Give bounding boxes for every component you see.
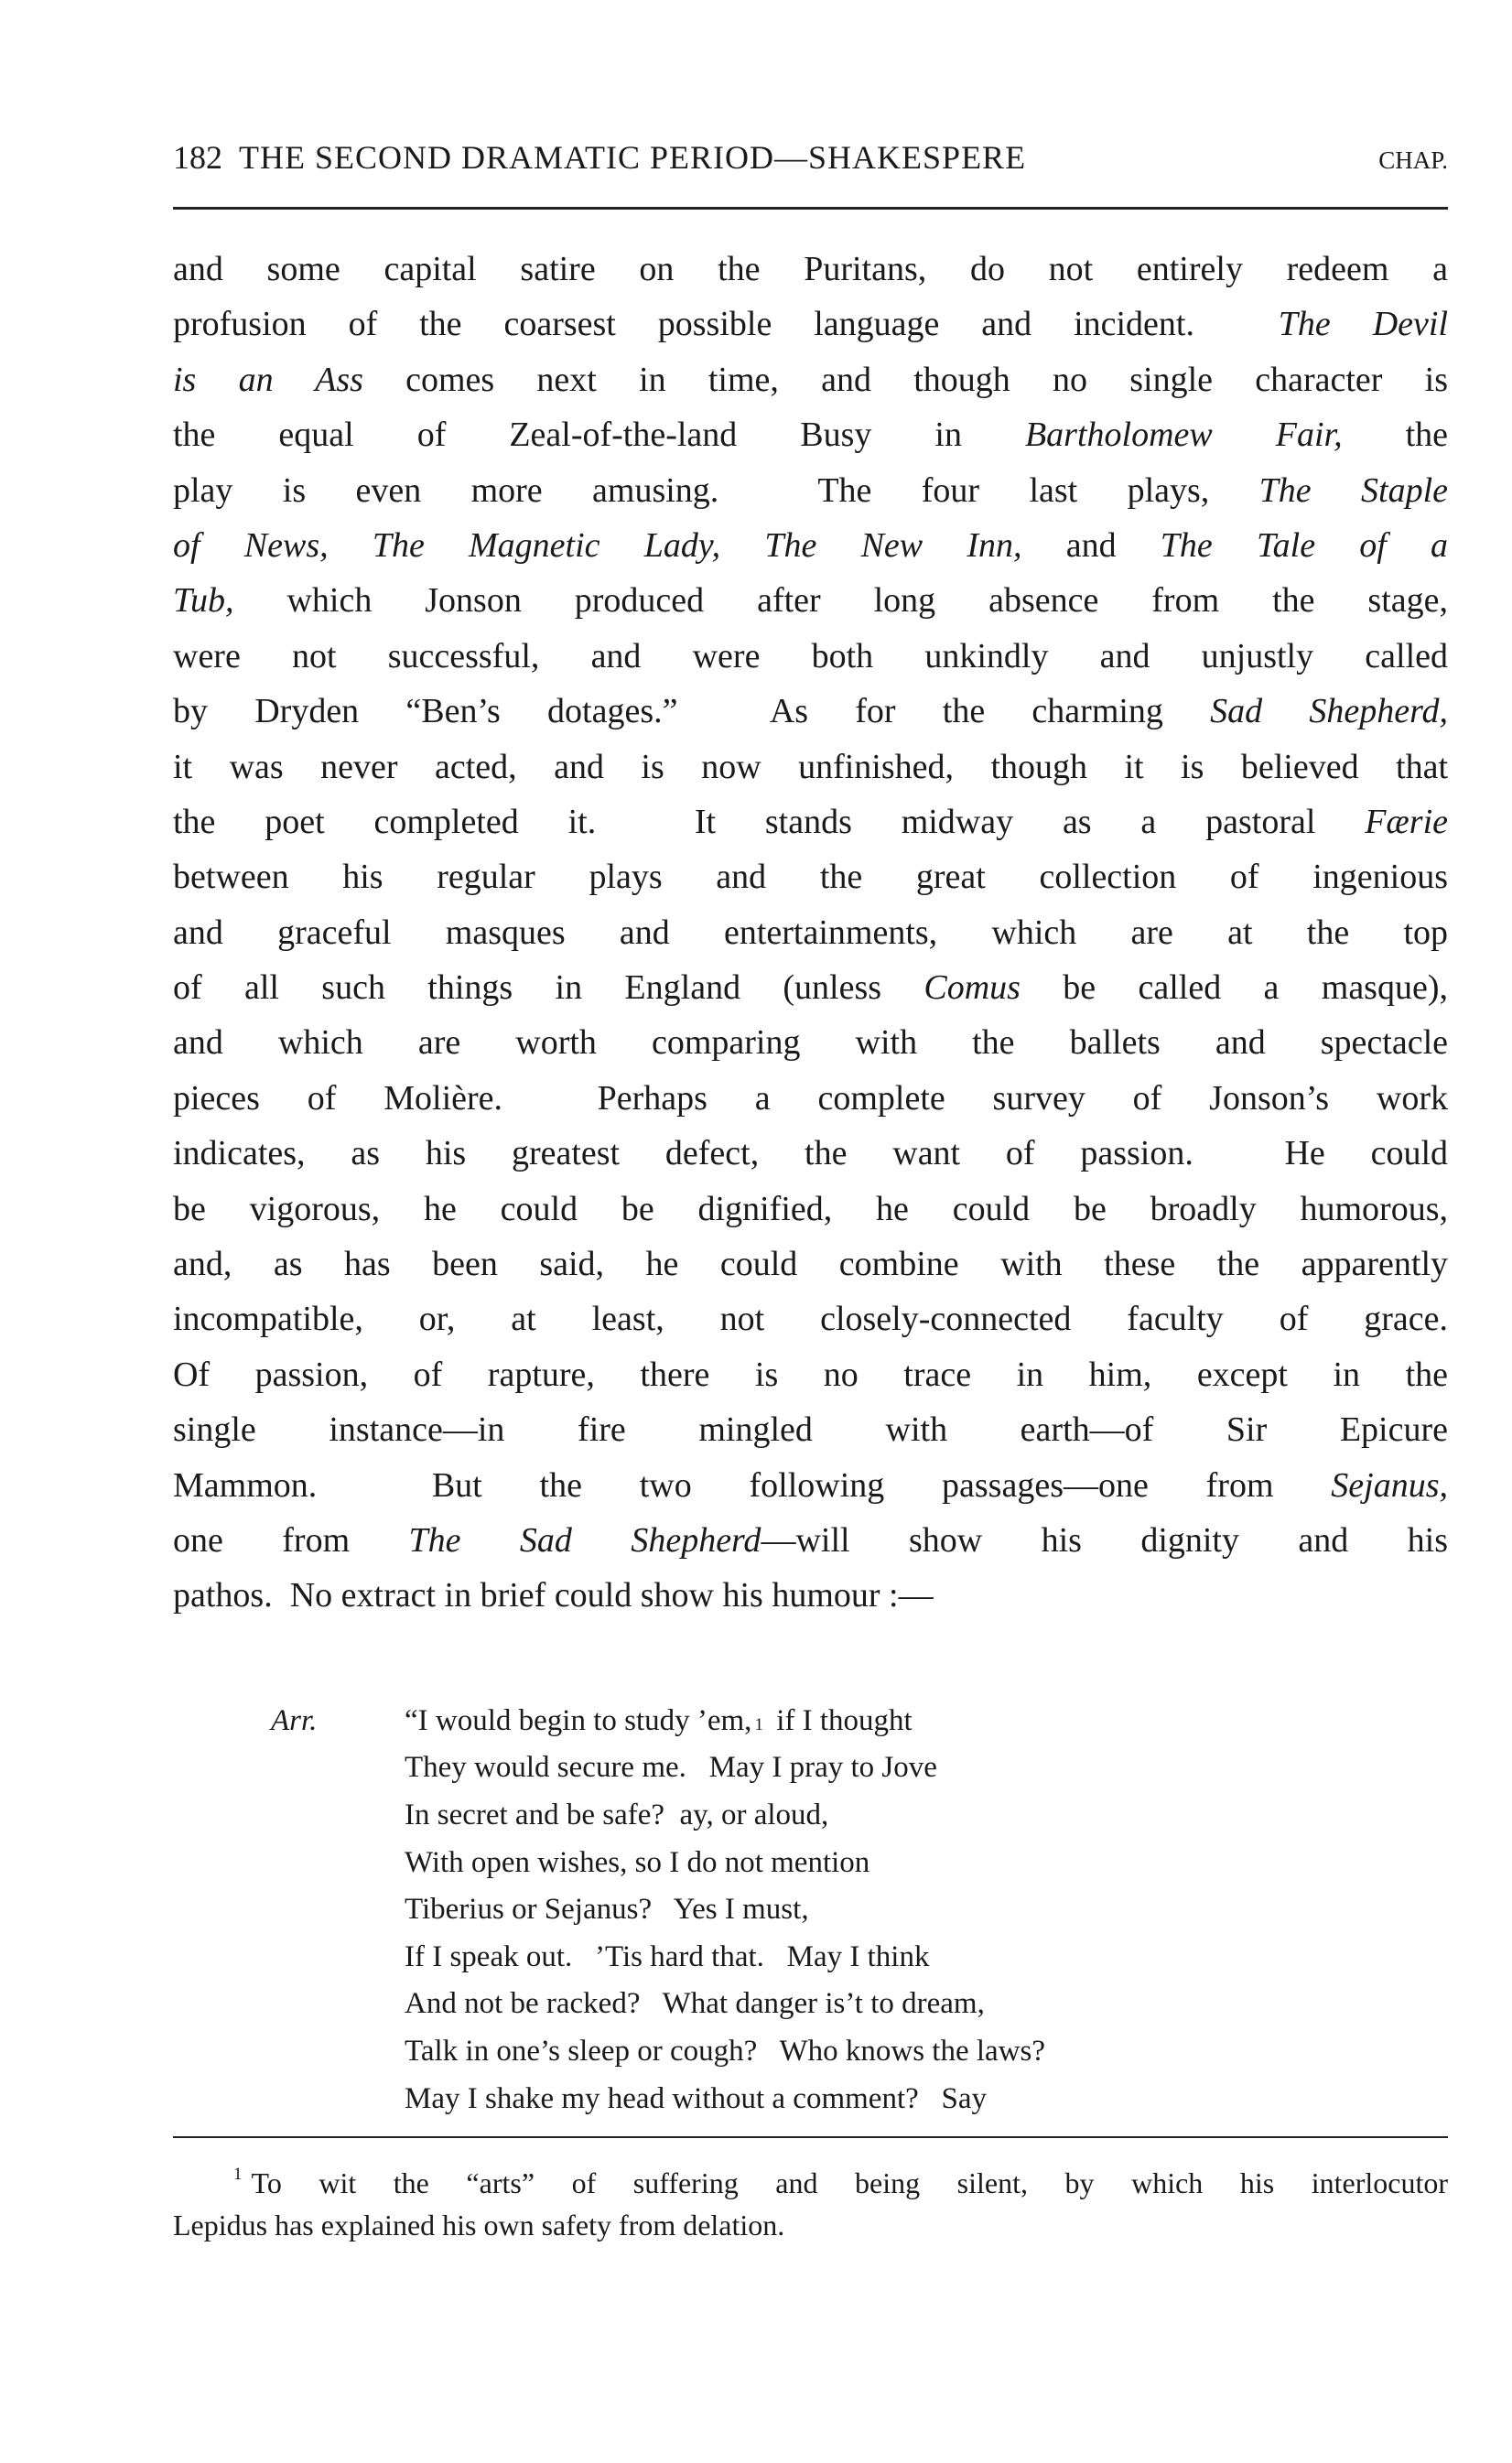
verse-line: With open wishes, so I do not mention — [405, 1845, 870, 1879]
text-line — [173, 1402, 1448, 1457]
text-segment: and some capital satire on the Puritans, do not entirely redeem a — [173, 250, 1448, 288]
verse-text: if I thought — [768, 1703, 913, 1737]
text-line — [173, 1458, 1448, 1513]
text-segment: indicates, as his greatest defect, the want of passion. He could — [173, 1134, 1448, 1173]
text-segment: incompatible, or, at least, not closely-connected faculty of grace. — [173, 1300, 1448, 1339]
footnote — [173, 2162, 1448, 2246]
speaker-label: Arr. — [271, 1703, 318, 1737]
text-segment: the equal of Zeal-of-the-land Busy in — [173, 416, 1025, 455]
text-line — [173, 463, 1448, 518]
verse-line: Tiberius or Sejanus? Yes I must, — [405, 1893, 809, 1927]
text-line — [173, 1568, 1448, 1623]
text-segment: profusion of the coarsest possible language and incident. — [173, 305, 1279, 344]
text-segment: one from — [173, 1520, 409, 1560]
text-segment: Mammon. But the two following passages—one from — [173, 1465, 1332, 1505]
footnote-line: Lepidus has explained his own safety from delation. — [173, 2209, 785, 2242]
text-segment: comes next in time, and though no single character is — [362, 360, 1448, 399]
verse-line — [271, 1698, 1448, 1745]
text-line — [173, 1071, 1448, 1126]
text-line — [173, 1182, 1448, 1237]
text-line — [173, 905, 1448, 960]
text-line — [173, 1126, 1448, 1181]
text-segment: of all such things in England (unless — [173, 968, 924, 1008]
text-line — [173, 407, 1448, 462]
italic-title: The Sad Shepherd — [408, 1520, 761, 1560]
italic-title: Bartholomew Fair, — [1024, 416, 1343, 455]
text-line — [173, 1347, 1448, 1402]
text-segment: which Jonson produced after long absence from the stage, — [233, 581, 1448, 621]
running-header — [173, 135, 1448, 179]
text-segment: and, as has been said, he could combine with these the apparently — [173, 1245, 1448, 1284]
text-line — [173, 518, 1448, 573]
italic-title: Færie — [1365, 802, 1448, 841]
verse-line: In secret and be safe? ay, or aloud, — [405, 1798, 829, 1831]
text-segment — [720, 526, 764, 565]
italic-title: The Tale of a — [1160, 525, 1449, 565]
italic-title: Tub, — [173, 581, 234, 621]
verse-line: If I speak out. ’Tis hard that. May I think — [405, 1939, 930, 1973]
text-segment: play is even more amusing. The four last plays, — [173, 470, 1259, 510]
italic-title: is an Ass — [173, 360, 363, 399]
text-line — [173, 1237, 1448, 1291]
text-line — [173, 352, 1448, 407]
footnote-line — [173, 2162, 1448, 2204]
verse-line: May I shake my head without a comment? Say — [405, 2081, 988, 2115]
italic-title: The New Inn, — [764, 525, 1022, 565]
text-segment: by Dryden “Ben’s dotages.” As for the charming — [173, 692, 1211, 731]
text-segment: pieces of Molière. Perhaps a complete survey of Jonson’s work — [173, 1078, 1448, 1118]
text-line — [173, 573, 1448, 628]
text-segment: Of passion, of rapture, there is no trace in him, except in the — [173, 1355, 1448, 1394]
text-line — [173, 629, 1448, 684]
text-segment: be called a masque), — [1020, 968, 1448, 1008]
text-segment: it was never acted, and is now unfinished, though it is believed that — [173, 747, 1448, 786]
text-line — [173, 297, 1448, 351]
text-line — [173, 794, 1448, 849]
text-line — [173, 960, 1448, 1015]
text-segment: —will show his dignity and his — [761, 1520, 1448, 1560]
footnote-rule — [173, 2136, 1448, 2138]
text-line — [173, 740, 1448, 794]
text-segment: the — [1342, 416, 1448, 455]
italic-title: of News, — [173, 525, 329, 565]
text-segment: single instance—in fire mingled with earth—of Sir Epicure — [173, 1410, 1448, 1450]
text-segment: and graceful masques and entertainments, which are at the top — [173, 913, 1448, 952]
italic-title: Sad Shepherd, — [1210, 692, 1448, 731]
text-line — [173, 1513, 1448, 1568]
text-line — [173, 1015, 1448, 1070]
text-line — [173, 1291, 1448, 1346]
text-segment: be vigorous, he could be dignified, he could be broadly humorous, — [173, 1189, 1448, 1228]
footnote-reference: 1 — [754, 1714, 763, 1734]
chapter-label: CHAP. — [1378, 146, 1448, 174]
footnote-text: To wit the “arts” of suffering and being silent, by which his interlocutor — [251, 2166, 1448, 2200]
verse-text: “I would begin to study ’em, — [405, 1703, 752, 1737]
book-page — [173, 135, 1448, 2246]
page-number: 182 — [173, 139, 222, 176]
text-segment: the poet completed it. It stands midway as a pastoral — [173, 802, 1366, 841]
verse-line: And not be racked? What danger is’t to dream, — [405, 1987, 985, 2021]
italic-title: Comus — [923, 968, 1021, 1008]
text-segment: between his regular plays and the great collection of ingenious — [173, 858, 1448, 897]
verse-extract — [271, 1698, 1448, 2123]
body-text — [173, 242, 1448, 1624]
text-segment: and — [1021, 525, 1161, 565]
italic-title: Sejanus, — [1331, 1465, 1448, 1505]
text-segment: were not successful, and were both unkindly and unjustly called — [173, 636, 1448, 675]
italic-title: The Staple — [1258, 470, 1448, 510]
text-line — [173, 684, 1448, 739]
verse-line: Talk in one’s sleep or cough? Who knows the laws? — [405, 2034, 1046, 2068]
text-segment — [329, 526, 373, 565]
italic-title: The Magnetic Lady, — [372, 525, 721, 565]
text-line — [173, 242, 1448, 297]
footnote-marker: 1 — [233, 2165, 243, 2185]
text-segment: pathos. No extract in brief could show his humour :— — [173, 1576, 934, 1615]
text-line — [173, 849, 1448, 904]
running-title: THE SECOND DRAMATIC PERIOD—SHAKESPERE — [239, 139, 1027, 176]
header-rule — [173, 207, 1448, 210]
italic-title: The Devil — [1278, 305, 1448, 344]
text-segment: and which are worth comparing with the ballets and spectacle — [173, 1023, 1448, 1063]
verse-line: They would secure me. May I pray to Jove — [405, 1751, 937, 1785]
